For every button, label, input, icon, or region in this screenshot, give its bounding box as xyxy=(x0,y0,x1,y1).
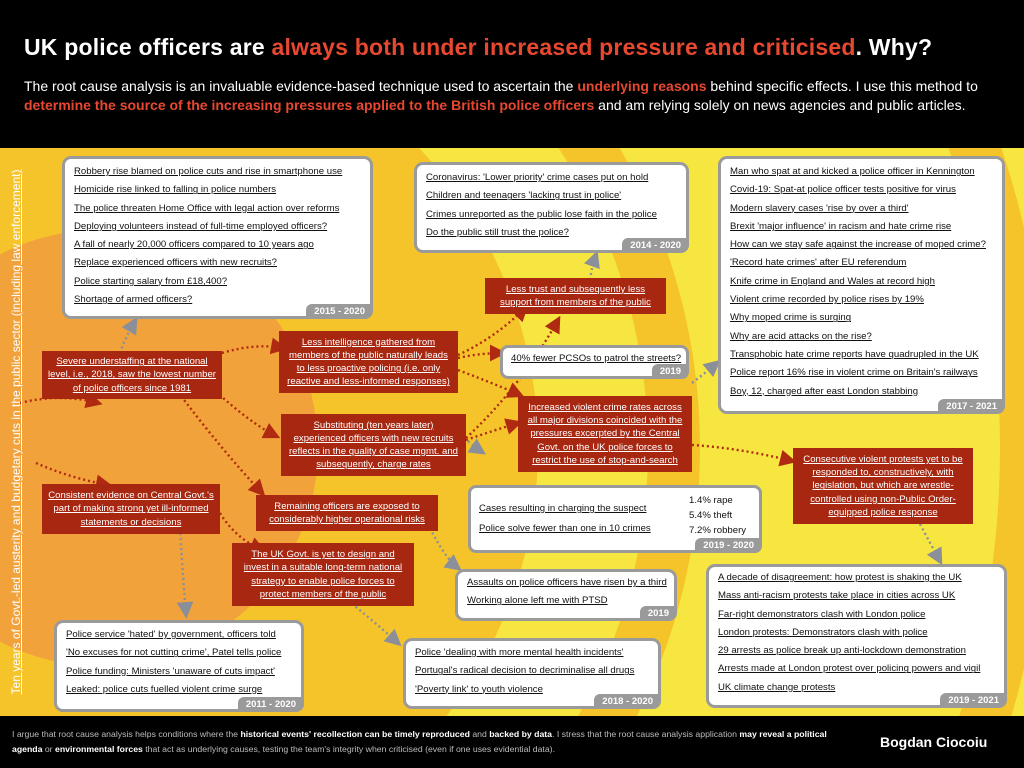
cause-text: The UK Govt. is yet to design and invest in a suitable long-term national strategy to enable police forces to protect members of the public xyxy=(243,549,403,600)
period-badge: 2018 - 2020 xyxy=(594,694,661,709)
news-box-2017-2021 xyxy=(718,156,1005,414)
footer-span: and xyxy=(469,729,490,739)
news-link[interactable]: Boy, 12, charged after east London stabbing xyxy=(730,385,919,397)
title-text: UK police officers are xyxy=(24,34,272,60)
stat-theft: 5.4% theft xyxy=(689,510,733,521)
news-link[interactable]: Do the public still trust the police? xyxy=(426,226,569,238)
news-link[interactable]: Crimes unreported as the public lose faith in the police xyxy=(426,208,657,220)
news-link[interactable]: Robbery rise blamed on police cuts and rise in smartphone use xyxy=(74,166,343,177)
news-link[interactable]: Replace experienced officers with new recruits? xyxy=(74,257,277,269)
page-subtitle xyxy=(24,77,1009,115)
subtitle-text: and am relying solely on news agencies and public articles. xyxy=(594,97,966,113)
news-link[interactable]: Arrests made at London protest over policing powers and vigil xyxy=(718,663,981,675)
news-link[interactable]: Brexit 'major influence' in racism and hate crime rise xyxy=(730,220,952,232)
period-badge: 2019 - 2020 xyxy=(695,538,762,553)
cause-text: Consistent evidence on Central Govt.'s part of making strong yet ill-informed statements or decisions xyxy=(48,490,214,528)
news-link[interactable]: Police 'dealing with more mental health incidents' xyxy=(415,647,624,658)
root-cause-label xyxy=(6,156,26,708)
news-box-2011-2020 xyxy=(54,620,304,712)
cause-national-strategy xyxy=(232,543,414,606)
title-text-end: . Why? xyxy=(855,34,933,60)
news-box-assaults xyxy=(455,569,677,621)
news-link[interactable]: 'No excuses for not cutting crime', Patel tells police xyxy=(66,647,282,659)
news-link[interactable]: Working alone left me with PTSD xyxy=(467,595,608,607)
news-link[interactable]: Assaults on police officers have risen by a third xyxy=(467,577,667,588)
cause-less-trust xyxy=(485,278,666,314)
footer-span: that act as underlying causes, testing the team's integrity when criticised (even if one uses evidential data). xyxy=(142,744,555,754)
news-link[interactable]: Covid-19: Spat-at police officer tests positive for virus xyxy=(730,184,956,196)
news-link[interactable]: Man who spat at and kicked a police officer in Kennington xyxy=(730,166,975,177)
period-badge: 2019 xyxy=(652,364,689,379)
news-link[interactable]: Homicide rise linked to falling in police numbers xyxy=(74,184,277,196)
news-link[interactable]: Leaked: police cuts fuelled violent crime surge xyxy=(66,683,263,695)
cause-text: Severe understaffing at the national level, i.e., 2018, saw the lowest number of police officers since 1981 xyxy=(48,356,216,394)
news-link[interactable]: 'Poverty link' to youth violence xyxy=(415,683,543,695)
cause-violent-protests xyxy=(793,448,973,524)
cause-text: Increased violent crime rates across all major divisions coincided with the pressures excerpted by the Central Govt. on the UK police forces to restrict the use of stop-and-search xyxy=(527,401,683,466)
news-link[interactable]: 29 arrests as police break up anti-lockdown demonstration xyxy=(718,645,966,657)
footer-bold: may reveal a political agenda xyxy=(12,729,827,754)
cause-consistent-evidence xyxy=(42,484,220,534)
cause-understaffing xyxy=(42,351,222,399)
stat-robbery: 7.2% robbery xyxy=(689,525,747,536)
news-link[interactable]: A decade of disagreement: how protest is shaking the UK xyxy=(718,572,962,583)
news-box-2015-2020 xyxy=(62,156,373,319)
news-link[interactable]: Violent crime recorded by police rises by 19% xyxy=(730,294,924,306)
header xyxy=(0,0,1024,148)
news-link[interactable]: Children and teenagers 'lacking trust in police' xyxy=(426,190,622,202)
period-badge: 2019 - 2021 xyxy=(940,693,1007,708)
diagram-area xyxy=(0,148,1024,716)
news-box-charging xyxy=(468,485,762,553)
cause-less-intelligence xyxy=(279,331,458,393)
cause-text: Less intelligence gathered from members of the public naturally leads to less proactive policing (i.e. only reactive and less-informed responses) xyxy=(287,336,450,388)
footer-text xyxy=(12,727,852,757)
period-badge: 2019 xyxy=(640,606,677,621)
subtitle-highlight: determine the source of the increasing pressures applied to the British police officers xyxy=(24,97,595,113)
news-link[interactable]: Modern slavery cases 'rise by over a third' xyxy=(730,202,909,214)
footer-bold: historical events' recollection can be timely reproduced xyxy=(240,729,470,739)
subtitle-text: behind specific effects. I use this method to xyxy=(706,78,978,94)
footer-bold: environmental forces xyxy=(54,744,143,754)
news-link[interactable]: London protests: Demonstrators clash with police xyxy=(718,626,928,638)
news-box-2019-2021 xyxy=(706,564,1007,708)
news-link[interactable]: UK climate change protests xyxy=(718,681,836,693)
news-link[interactable]: Why moped crime is surging xyxy=(730,312,852,324)
stat-rape: 1.4% rape xyxy=(689,495,733,506)
news-link[interactable]: Police funding: Ministers 'unaware of cuts impact' xyxy=(66,665,275,677)
news-link[interactable]: 'Record hate crimes' after EU referendum xyxy=(730,257,907,269)
news-link[interactable]: Why are acid attacks on the rise? xyxy=(730,330,872,342)
subtitle-text: The root cause analysis is an invaluable evidence-based technique used to ascertain the xyxy=(24,78,578,94)
news-box-2014-2020 xyxy=(414,162,689,253)
cause-text: Consecutive violent protests yet to be responded to, constructively, with legislation, but which are wrestle-controlled using non-Public Order-equipped police response xyxy=(803,453,963,518)
news-link[interactable]: Knife crime in England and Wales at record high xyxy=(730,275,935,287)
subtitle-highlight: underlying reasons xyxy=(577,78,707,94)
root-cause-text: Ten years of Govt.-led austerity and budgetary cuts in the public sector (including law enforcement) xyxy=(9,169,23,695)
title-highlight: always both under increased pressure and criticised xyxy=(271,34,856,60)
news-link[interactable]: How can we stay safe against the increase of moped crime? xyxy=(730,239,986,251)
period-badge: 2017 - 2021 xyxy=(938,399,1005,414)
cause-text: Remaining officers are exposed to considerably higher operational risks xyxy=(269,500,425,525)
period-badge: 2014 - 2020 xyxy=(622,238,689,253)
news-link[interactable]: Shortage of armed officers? xyxy=(74,294,193,306)
cause-text: Substituting (ten years later) experienced officers with new recruits reflects in the quality of case mgmt. and subsequently, charge rates xyxy=(288,419,459,471)
period-badge: 2011 - 2020 xyxy=(238,697,304,712)
news-link[interactable]: Portugal's radical decision to decriminalise all drugs xyxy=(415,665,635,677)
cause-violent-crime xyxy=(518,396,692,472)
cause-remaining-officers xyxy=(256,495,438,531)
news-link[interactable]: Far-right demonstrators clash with London police xyxy=(718,608,926,620)
footer-bold: backed by data xyxy=(489,729,553,739)
period-badge: 2015 - 2020 xyxy=(306,304,373,319)
news-link[interactable]: Coronavirus: 'Lower priority' crime cases put on hold xyxy=(426,172,649,183)
page-title xyxy=(24,34,932,61)
footer-span: or xyxy=(42,744,55,754)
news-link[interactable]: Police report 16% rise in violent crime on Britain's railways xyxy=(730,367,978,379)
news-link[interactable]: Mass anti-racism protests take place in cities across UK xyxy=(718,590,956,602)
cause-substituting-officers xyxy=(281,414,466,476)
news-link[interactable]: Police solve fewer than one in 10 crimes xyxy=(479,523,651,534)
footer xyxy=(0,716,1024,768)
news-link[interactable]: Police starting salary from £18,400? xyxy=(74,275,228,287)
author-name: Bogdan Ciocoiu xyxy=(880,734,988,750)
cause-text: Less trust and subsequently less support from members of the public xyxy=(500,283,651,308)
news-link[interactable]: 40% fewer PCSOs to patrol the streets? xyxy=(511,353,682,364)
news-link[interactable]: Deploying volunteers instead of full-time employed officers? xyxy=(74,220,328,232)
news-box-pcso xyxy=(500,345,689,379)
news-link[interactable]: A fall of nearly 20,000 officers compared to 10 years ago xyxy=(74,239,314,251)
news-link[interactable]: Police service 'hated' by government, officers told xyxy=(66,629,276,640)
news-link[interactable]: Transphobic hate crime reports have quadrupled in the UK xyxy=(730,348,979,360)
news-link[interactable]: Cases resulting in charging the suspect xyxy=(479,503,647,514)
footer-span: I argue that root cause analysis helps conditions where the xyxy=(12,729,241,739)
news-link[interactable]: The police threaten Home Office with legal action over reforms xyxy=(74,202,340,214)
news-box-2018-2020 xyxy=(403,638,661,709)
footer-span: . I stress that the root cause analysis application xyxy=(552,729,740,739)
